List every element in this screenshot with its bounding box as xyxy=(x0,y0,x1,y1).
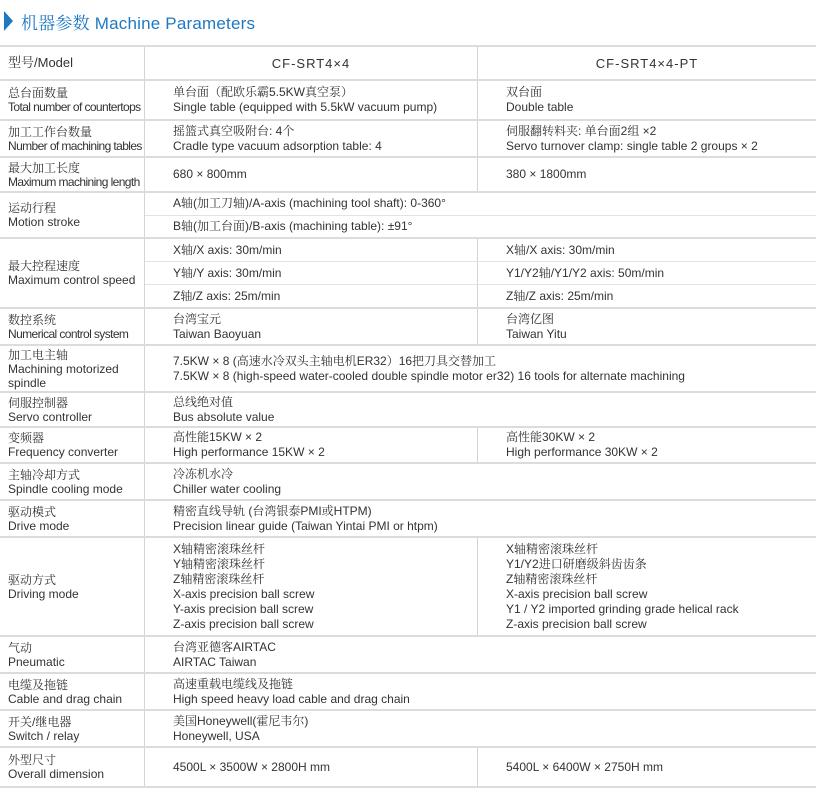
row-label-en: Number of machining tables xyxy=(8,138,142,153)
row-label xyxy=(0,637,145,672)
cell-line: 680 × 800mm xyxy=(173,167,247,181)
cell-line: 台湾亚德客AIRTAC xyxy=(173,639,276,654)
table-row xyxy=(0,158,816,193)
row-label xyxy=(0,346,145,391)
cell-line: Y轴精密滚珠丝杆 xyxy=(173,556,266,571)
cell-line: X轴精密滚珠丝杆 xyxy=(506,541,599,556)
table-row xyxy=(0,239,816,309)
row-values xyxy=(145,637,816,672)
cell-line: 高性能30KW × 2 xyxy=(506,430,596,444)
cell-line: 精密直线导轨 (台湾银泰PMI或HTPM) xyxy=(173,503,372,518)
value-subrow xyxy=(145,393,816,426)
value-subrow xyxy=(145,538,816,635)
row-label-cn: 驱动模式 xyxy=(8,504,57,519)
value-cell-model-1 xyxy=(145,262,478,284)
cell-line: 台湾亿图 xyxy=(506,311,555,326)
value-subrow xyxy=(145,121,816,156)
table-row xyxy=(0,81,816,121)
row-label-en: Spindle cooling mode xyxy=(8,481,123,496)
value-cell-both xyxy=(145,193,816,215)
row-label-cn: 最大加工长度 xyxy=(8,160,81,175)
cell-line: 7.5KW × 8 (high-speed water-cooled double spindle motor er32) 16 tools for alternate machining xyxy=(173,368,685,383)
cell-line: Z轴/Z axis: 25m/min xyxy=(506,288,614,303)
cell-line: 单台面（配欧乐霸5.5KW真空泵） xyxy=(173,85,354,99)
row-values xyxy=(145,674,816,709)
row-label-cn: 总台面数量 xyxy=(8,86,69,100)
cell-line: Y1 / Y2 imported grinding grade helical rack xyxy=(506,601,739,616)
value-cell-model-2 xyxy=(478,538,816,635)
value-subrow xyxy=(145,748,816,786)
cell-line: X-axis precision ball screw xyxy=(506,586,648,601)
value-cell-model-2 xyxy=(478,285,816,307)
value-cell-model-1 xyxy=(145,428,478,462)
value-subrow xyxy=(145,346,816,391)
row-label-en: Machining motorized spindle xyxy=(8,361,119,390)
cell-line: 美国Honeywell(霍尼韦尔) xyxy=(173,713,309,728)
value-cell-model-1 xyxy=(145,285,478,307)
row-values xyxy=(145,711,816,746)
table-row xyxy=(0,711,816,748)
row-label-cn: 加工电主轴 xyxy=(8,347,69,362)
row-label-cn: 加工工作台数量 xyxy=(8,124,93,139)
row-label xyxy=(0,538,145,635)
arrow-icon xyxy=(4,11,13,31)
value-cell-model-2 xyxy=(478,428,816,462)
cell-line: X轴/X axis: 30m/min xyxy=(506,242,615,257)
row-values xyxy=(145,193,816,237)
row-values xyxy=(145,464,816,499)
table-row xyxy=(0,464,816,501)
cell-line: High performance 30KW × 2 xyxy=(506,445,658,459)
cell-line: Double table xyxy=(506,100,574,114)
row-label-en: Driving mode xyxy=(8,586,79,601)
cell-line: X轴/X axis: 30m/min xyxy=(173,242,282,257)
value-subrow xyxy=(145,637,816,672)
value-subrow xyxy=(145,464,816,499)
value-cell-both xyxy=(145,346,816,391)
row-label-cn: 数控系统 xyxy=(8,312,57,327)
row-label-cn: 运动行程 xyxy=(8,201,57,215)
row-label-en: Frequency converter xyxy=(8,445,119,459)
row-label-en: Maximum machining length xyxy=(8,174,140,189)
cell-line: Single table (equipped with 5.5kW vacuum pump) xyxy=(173,100,438,114)
row-label xyxy=(0,193,145,237)
cell-line: Servo turnover clamp: single table 2 groups × 2 xyxy=(506,138,758,153)
row-label xyxy=(0,711,145,746)
value-cell-both xyxy=(145,711,816,746)
value-cell-model-1 xyxy=(145,748,478,786)
section-title xyxy=(4,8,255,34)
cell-line: Taiwan Baoyuan xyxy=(173,326,262,341)
table-row xyxy=(0,501,816,538)
row-values xyxy=(145,428,816,462)
row-values xyxy=(145,239,816,307)
row-values xyxy=(145,121,816,156)
cell-line: Y-axis precision ball screw xyxy=(173,601,314,616)
row-label xyxy=(0,464,145,499)
row-values xyxy=(145,309,816,344)
row-label-en: Overall dimension xyxy=(8,767,105,781)
value-cell-model-2 xyxy=(478,81,816,119)
table-row xyxy=(0,393,816,428)
table-row xyxy=(0,309,816,346)
row-label xyxy=(0,748,145,786)
cell-line: B轴(加工台面)/B-axis (machining table): ±91° xyxy=(173,218,413,233)
row-label xyxy=(0,81,145,119)
cell-line: 380 × 1800mm xyxy=(506,167,587,181)
row-label-cn: 最大控程速度 xyxy=(8,259,81,273)
value-cell-model-1 xyxy=(145,158,478,191)
row-values xyxy=(145,158,816,191)
cell-line: 台湾宝元 xyxy=(173,311,222,326)
cell-line: Z轴/Z axis: 25m/min xyxy=(173,288,281,303)
value-cell-model-2 xyxy=(478,262,816,284)
value-subrow xyxy=(145,711,816,746)
row-label xyxy=(0,393,145,426)
row-label-en: Cable and drag chain xyxy=(8,691,123,706)
row-label-en: Pneumatic xyxy=(8,654,65,669)
value-subrow xyxy=(145,262,816,285)
cell-line: 伺服翻转料夹: 单台面2组 ×2 xyxy=(506,123,657,138)
cell-line: AIRTAC Taiwan xyxy=(173,654,257,669)
row-label xyxy=(0,239,145,307)
table-row xyxy=(0,121,816,158)
row-label xyxy=(0,674,145,709)
value-subrow xyxy=(145,216,816,238)
cell-line: High speed heavy load cable and drag chain xyxy=(173,691,410,706)
row-label-en: Motion stroke xyxy=(8,215,81,229)
parameters-table xyxy=(0,45,816,788)
value-subrow xyxy=(145,193,816,216)
row-label xyxy=(0,428,145,462)
model-header-2: CF-SRT4×4-PT xyxy=(595,55,699,71)
row-label-cn: 驱动方式 xyxy=(8,572,57,587)
row-label-cn: 变频器 xyxy=(8,431,45,445)
cell-line: Honeywell, USA xyxy=(173,728,260,743)
value-cell-model-1 xyxy=(145,309,478,344)
value-subrow xyxy=(145,501,816,536)
value-cell-model-1 xyxy=(145,81,478,119)
table-row xyxy=(0,346,816,393)
value-cell-both xyxy=(145,501,816,536)
header-label: 型号/Model xyxy=(0,47,145,79)
value-subrow xyxy=(145,285,816,307)
row-values xyxy=(145,538,816,635)
row-values xyxy=(145,501,816,536)
row-label xyxy=(0,158,145,191)
value-subrow xyxy=(145,428,816,462)
value-cell-both xyxy=(145,393,816,426)
cell-line: 双台面 xyxy=(506,85,543,99)
cell-line: 冷冻机水冷 xyxy=(173,466,234,481)
value-cell-model-1 xyxy=(145,121,478,156)
cell-line: Bus absolute value xyxy=(173,409,275,424)
value-subrow xyxy=(145,81,816,119)
row-label-cn: 电缆及拖链 xyxy=(8,677,69,692)
cell-line: Y轴/Y axis: 30m/min xyxy=(173,265,282,280)
value-cell-model-2 xyxy=(478,309,816,344)
model-header-1: CF-SRT4×4 xyxy=(145,47,478,79)
row-label-cn: 主轴冷却方式 xyxy=(8,467,81,482)
cell-line: 7.5KW × 8 (高速水冷双头主轴电机ER32）16把刀具交替加工 xyxy=(173,353,497,368)
row-label-cn: 伺服控制器 xyxy=(8,395,69,410)
cell-line: High performance 15KW × 2 xyxy=(173,445,325,459)
table-row xyxy=(0,538,816,637)
value-cell-model-2 xyxy=(478,121,816,156)
value-cell-model-2 xyxy=(478,158,816,191)
table-header-row xyxy=(0,47,816,81)
cell-line: Cradle type vacuum adsorption table: 4 xyxy=(173,138,382,153)
cell-line: 4500L × 3500W × 2800H mm xyxy=(173,759,330,774)
row-label-cn: 气动 xyxy=(8,640,33,655)
value-subrow xyxy=(145,239,816,262)
row-label-en: Maximum control speed xyxy=(8,273,136,287)
row-label-en: Total number of countertops xyxy=(8,100,141,114)
row-values xyxy=(145,748,816,786)
cell-line: Y1/Y2轴/Y1/Y2 axis: 50m/min xyxy=(506,265,665,280)
cell-line: 高性能15KW × 2 xyxy=(173,430,263,444)
cell-line: Z轴精密滚珠丝杆 xyxy=(506,571,598,586)
value-cell-both xyxy=(145,637,816,672)
table-row xyxy=(0,637,816,674)
cell-line: 总线绝对值 xyxy=(173,394,234,409)
row-values xyxy=(145,346,816,391)
cell-line: A轴(加工刀轴)/A-axis (machining tool shaft): 0-360° xyxy=(173,196,446,211)
value-cell-model-1 xyxy=(145,538,478,635)
row-label xyxy=(0,501,145,536)
value-subrow xyxy=(145,674,816,709)
cell-line: Z-axis precision ball screw xyxy=(173,616,314,631)
section-title-text: 机器参数 Machine Parameters xyxy=(21,13,256,33)
cell-line: Z轴精密滚珠丝杆 xyxy=(173,571,265,586)
row-values xyxy=(145,81,816,119)
value-cell-both xyxy=(145,674,816,709)
table-row xyxy=(0,193,816,239)
row-label-en: Switch / relay xyxy=(8,728,80,743)
row-label-cn: 开关/继电器 xyxy=(8,714,72,729)
value-cell-model-2 xyxy=(478,239,816,261)
cell-line: Z-axis precision ball screw xyxy=(506,616,647,631)
cell-line: X轴精密滚珠丝杆 xyxy=(173,541,266,556)
row-label-en: Drive mode xyxy=(8,518,70,533)
value-cell-both xyxy=(145,216,816,238)
value-subrow xyxy=(145,309,816,344)
row-label-en: Numerical control system xyxy=(8,326,129,341)
cell-line: Chiller water cooling xyxy=(173,481,282,496)
table-row xyxy=(0,428,816,464)
value-cell-both xyxy=(145,464,816,499)
row-label xyxy=(0,309,145,344)
value-cell-model-1 xyxy=(145,239,478,261)
table-row xyxy=(0,674,816,711)
cell-line: Y1/Y2进口研磨级斜齿齿条 xyxy=(506,556,647,571)
value-subrow xyxy=(145,158,816,191)
value-cell-model-2 xyxy=(478,748,816,786)
cell-line: Precision linear guide (Taiwan Yintai PMI or htpm) xyxy=(173,518,438,533)
cell-line: 摇篮式真空吸附台: 4个 xyxy=(173,123,295,138)
row-label-cn: 外型尺寸 xyxy=(8,753,57,767)
cell-line: 5400L × 6400W × 2750H mm xyxy=(506,759,663,774)
row-values xyxy=(145,393,816,426)
cell-line: 高速重载电缆线及拖链 xyxy=(173,676,294,691)
cell-line: X-axis precision ball screw xyxy=(173,586,315,601)
row-label xyxy=(0,121,145,156)
cell-line: Taiwan Yitu xyxy=(506,326,567,341)
row-label-en: Servo controller xyxy=(8,409,93,424)
table-row xyxy=(0,748,816,788)
